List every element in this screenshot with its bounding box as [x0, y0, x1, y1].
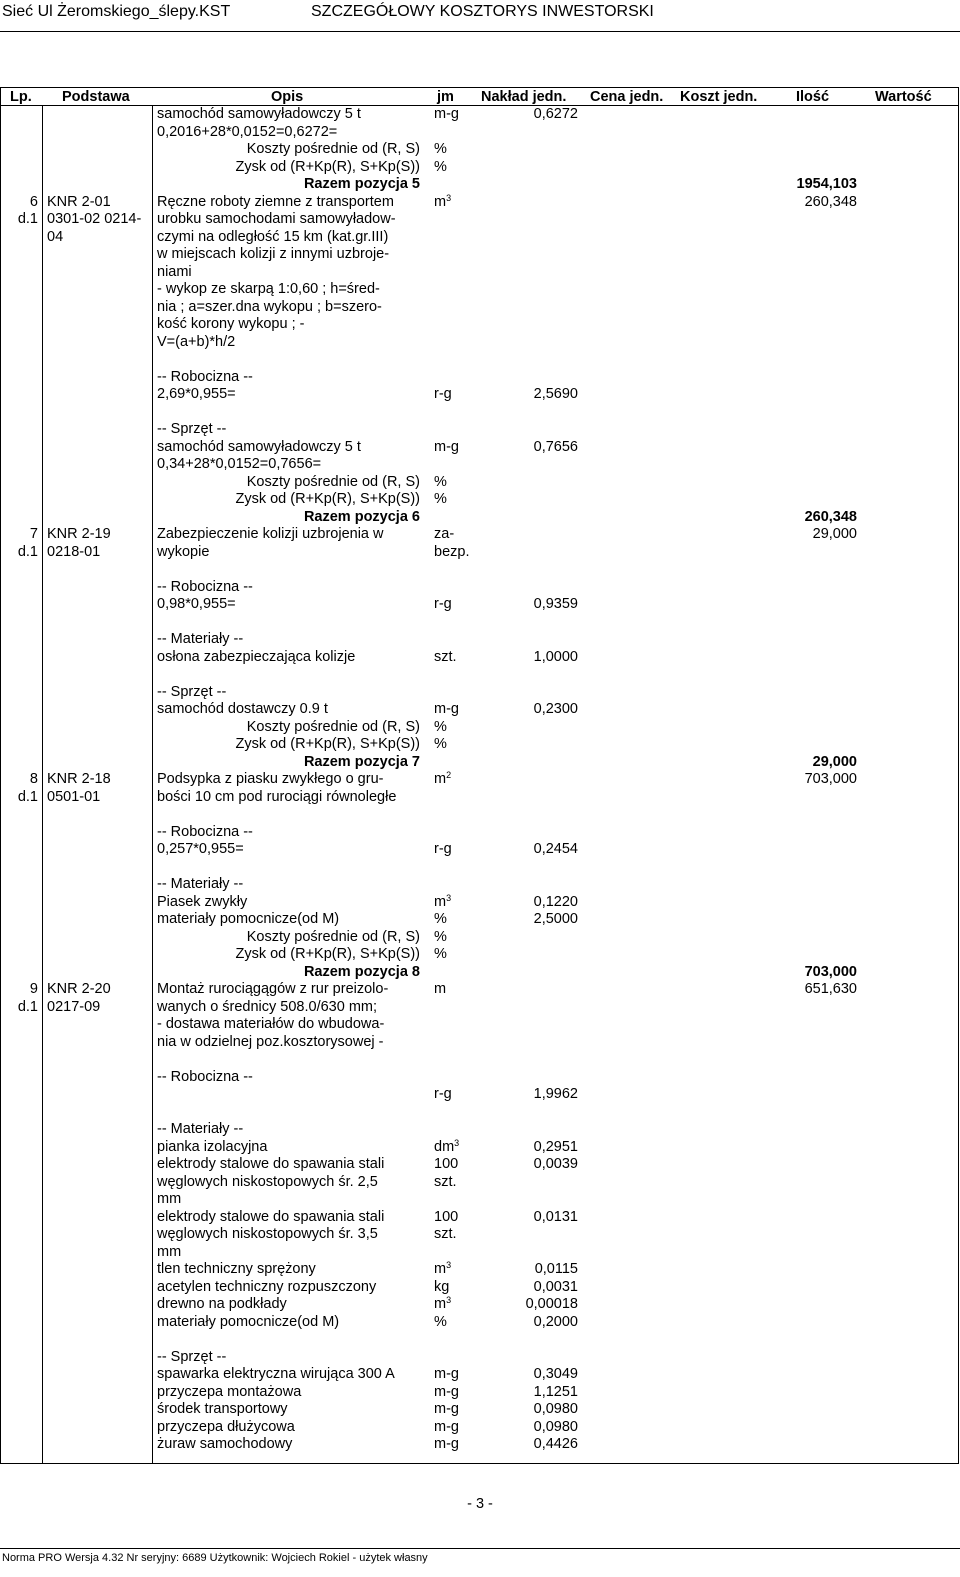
row-jm: $dm^3$	[434, 1137, 460, 1155]
row-lp: 7	[29, 526, 38, 542]
row-naklad: 0,9359	[533, 596, 578, 612]
row-opis: -- Sprzęt --	[157, 1348, 227, 1365]
row-opis: węglowych niskostopowych śr. 3,5	[157, 1226, 378, 1242]
row-opis: -- Robocizna --	[157, 368, 253, 385]
row-opis: drewno na podkłady	[157, 1296, 287, 1312]
row-jm: %	[434, 928, 447, 945]
row-jm: %	[434, 491, 447, 507]
row-opis: -- Robocizna --	[157, 1068, 253, 1085]
row-opis: 0,257*0,955=	[157, 841, 244, 857]
row-jm: 100	[434, 1156, 459, 1172]
row-opis: przyczepa dłużycowa	[157, 1418, 295, 1435]
row-jm: %	[434, 718, 447, 735]
row-opis-summary: Koszty pośrednie od (R, S)	[246, 473, 420, 490]
row-opis: -- Materiały --	[157, 1121, 244, 1137]
row-jm: m-g	[434, 1418, 459, 1435]
row-opis: elektrody stalowe do spawania stali	[157, 1156, 385, 1172]
row-naklad: 2,5000	[533, 911, 578, 927]
row-jm: %	[434, 473, 447, 490]
row-naklad: 1,9962	[533, 1086, 578, 1102]
row-lp: 6	[29, 193, 38, 210]
row-opis: Piasek zwykły	[157, 893, 248, 910]
row-ilosc: 703,000	[804, 771, 857, 787]
row-podstawa: 0218-01	[47, 543, 101, 560]
row-opis: samochód samowyładowczy 5 t	[157, 106, 361, 122]
row-naklad: 2,5690	[533, 386, 578, 402]
row-naklad: 0,2951	[533, 1138, 578, 1155]
row-opis-summary: Zysk od (R+Kp(R), S+Kp(S))	[235, 158, 420, 175]
col-header-wartosc: Wartość	[875, 89, 932, 105]
row-opis: 0,34+28*0,0152=0,7656=	[157, 456, 322, 472]
row-opis: mm	[157, 1191, 182, 1207]
row-podstawa: KNR 2-18	[47, 771, 111, 787]
row-podstawa: KNR 2-01	[47, 193, 111, 210]
row-naklad: 1,0000	[533, 648, 578, 665]
row-opis: 0,98*0,955=	[157, 596, 236, 612]
row-podstawa: KNR 2-20	[47, 981, 111, 997]
row-opis: Montaż rurociągągów z rur preizolo-	[157, 981, 389, 997]
document-title: SZCZEGÓŁOWY KOSZTORYS INWESTORSKI	[311, 3, 654, 20]
row-lp: d.1	[17, 788, 38, 805]
row-jm: $m^2$	[434, 770, 452, 787]
row-jm: $m^3$	[434, 1295, 452, 1312]
unit-exponent: 3	[446, 1295, 452, 1305]
row-podstawa: 0217-09	[47, 998, 101, 1015]
unit-exponent: 3	[454, 1137, 460, 1148]
software-footer: Norma PRO Wersja 4.32 Nr seryjny: 6689 Użytkownik: Wojciech Rokiel - użytek własny	[2, 1552, 428, 1564]
row-opis: -- Materiały --	[157, 876, 244, 892]
row-naklad: 0,6272	[533, 106, 578, 122]
row-opis: mm	[157, 1243, 182, 1260]
row-lp: d.1	[17, 998, 38, 1015]
row-podstawa: 0501-01	[47, 788, 101, 805]
row-opis: - wykop ze skarpą 1:0,60 ; h=śred-	[157, 281, 380, 297]
row-opis: czymi na odległość 15 km (kat.gr.III)	[157, 228, 389, 245]
document-filename: Sieć Ul Żeromskiego_ślepy.KST	[2, 3, 231, 20]
row-opis: materiały pomocnicze(od M)	[157, 911, 340, 927]
column-divider	[152, 105, 153, 1463]
row-opis-summary: Zysk od (R+Kp(R), S+Kp(S))	[235, 736, 420, 752]
row-jm: bezp.	[434, 543, 470, 560]
row-jm: szt.	[434, 1173, 457, 1190]
row-opis-summary: Koszty pośrednie od (R, S)	[246, 928, 420, 945]
row-jm: szt.	[434, 1226, 457, 1242]
row-naklad: 0,2454	[533, 841, 578, 857]
row-opis: -- Sprzęt --	[157, 683, 227, 700]
row-podstawa: KNR 2-19	[47, 526, 111, 542]
col-header-ilosc: Ilość	[796, 89, 830, 105]
row-ilosc: 29,000	[812, 526, 857, 542]
row-jm: %	[434, 1313, 447, 1330]
row-opis: pianka izolacyjna	[157, 1138, 268, 1155]
row-jm: r-g	[434, 1086, 452, 1102]
row-naklad: 0,1220	[533, 893, 578, 910]
row-opis: samochód dostawczy 0.9 t	[157, 701, 328, 717]
row-opis: węglowych niskostopowych śr. 2,5	[157, 1173, 378, 1190]
row-opis: osłona zabezpieczająca kolizje	[157, 648, 356, 665]
header-divider	[0, 31, 960, 32]
row-podstawa: 0301-02 0214-	[47, 211, 142, 227]
row-opis: 2,69*0,955=	[157, 386, 236, 402]
row-jm: m-g	[434, 438, 459, 455]
row-jm: r-g	[434, 596, 452, 612]
row-opis-summary: Koszty pośrednie od (R, S)	[246, 141, 420, 157]
row-opis: 0,2016+28*0,0152=0,6272=	[157, 123, 338, 140]
row-naklad: 1,1251	[533, 1383, 578, 1400]
row-opis: samochód samowyładowczy 5 t	[157, 438, 361, 455]
row-opis: -- Sprzęt --	[157, 421, 227, 437]
row-naklad: 0,3049	[533, 1366, 578, 1382]
col-header-koszt: Koszt jedn.	[680, 89, 758, 105]
row-jm: m-g	[434, 1436, 459, 1452]
unit-exponent: 2	[446, 770, 452, 780]
row-opis: - dostawa materiałów do wbudowa-	[157, 1016, 385, 1032]
row-podstawa: 04	[47, 228, 64, 245]
row-naklad: 0,00018	[525, 1296, 578, 1312]
row-opis-summary: Koszty pośrednie od (R, S)	[246, 718, 420, 735]
row-ilosc: 651,630	[804, 981, 857, 997]
unit-exponent: 3	[446, 892, 452, 903]
row-naklad: 0,2000	[533, 1313, 578, 1330]
row-naklad: 0,4426	[533, 1436, 578, 1452]
row-jm: 100	[434, 1208, 459, 1225]
row-opis: tlen techniczny sprężony	[157, 1261, 316, 1277]
row-opis: środek transportowy	[157, 1401, 288, 1417]
row-jm: m-g	[434, 1383, 459, 1400]
col-header-cena: Cena jedn.	[590, 89, 664, 105]
row-opis: -- Robocizna --	[157, 578, 253, 595]
row-jm: %	[434, 911, 447, 927]
row-lp: d.1	[17, 211, 38, 227]
row-opis: spawarka elektryczna wirująca 300 A	[157, 1366, 395, 1382]
row-opis: urobku samochodami samowyładow-	[157, 211, 396, 227]
row-lp: 8	[29, 771, 38, 787]
row-jm: kg	[434, 1278, 450, 1295]
col-header-podstawa: Podstawa	[62, 89, 130, 105]
row-jm: za-	[434, 526, 455, 542]
table-header-row	[1, 88, 958, 106]
row-ilosc: 260,348	[804, 193, 857, 210]
col-header-jm: jm	[437, 89, 454, 105]
row-opis: wanych o średnicy 508.0/630 mm;	[157, 998, 378, 1015]
row-naklad: 0,0980	[533, 1401, 578, 1417]
row-jm: m	[434, 981, 447, 997]
unit-exponent: 3	[446, 1260, 452, 1270]
row-opis: Zabezpieczenie kolizji uzbrojenia w	[157, 526, 384, 542]
row-opis-summary: Razem pozycja 8	[303, 963, 420, 980]
row-opis: przyczepa montażowa	[157, 1383, 302, 1400]
row-opis: Ręczne roboty ziemne z transportem	[157, 193, 394, 210]
row-naklad: 0,0039	[533, 1156, 578, 1172]
row-jm: %	[434, 158, 447, 175]
row-opis: V=(a+b)*h/2	[157, 333, 236, 350]
row-jm: r-g	[434, 841, 452, 857]
row-opis: żuraw samochodowy	[157, 1436, 293, 1452]
row-opis-summary: Razem pozycja 6	[303, 508, 420, 525]
footer-divider	[0, 1548, 960, 1549]
row-opis: materiały pomocnicze(od M)	[157, 1313, 340, 1330]
row-jm: m-g	[434, 1366, 459, 1382]
row-opis-summary: Zysk od (R+Kp(R), S+Kp(S))	[235, 491, 420, 507]
row-jm: %	[434, 141, 447, 157]
row-opis-summary: Razem pozycja 5	[303, 176, 420, 192]
row-opis: -- Robocizna --	[157, 823, 253, 840]
row-naklad: 0,2300	[533, 701, 578, 717]
row-ilosc: 1954,103	[796, 176, 857, 192]
row-naklad: 0,0980	[533, 1418, 578, 1435]
row-jm: m-g	[434, 701, 459, 717]
row-opis: nia ; a=szer.dna wykopu ; b=szero-	[157, 298, 382, 315]
row-jm: m-g	[434, 106, 459, 122]
row-opis: wykopie	[157, 543, 210, 560]
column-divider	[42, 105, 43, 1463]
row-jm: %	[434, 946, 447, 962]
row-lp: d.1	[17, 543, 38, 560]
row-jm: r-g	[434, 386, 452, 402]
row-jm: $m^3$	[434, 1260, 452, 1277]
unit-exponent: 3	[446, 192, 452, 203]
col-header-opis: Opis	[271, 89, 304, 105]
col-header-lp: Lp.	[10, 89, 32, 105]
col-header-naklad: Nakład jedn.	[481, 89, 567, 105]
row-opis: nia w odzielnej poz.kosztorysowej -	[157, 1033, 384, 1050]
row-jm: $m^3$	[434, 192, 452, 210]
row-opis: -- Materiały --	[157, 631, 244, 647]
row-jm: m-g	[434, 1401, 459, 1417]
row-opis: bości 10 cm pod rurociągi równoległe	[157, 788, 397, 805]
row-opis: w miejscach kolizji z innymi uzbroje-	[157, 246, 390, 262]
row-naklad: 0,0031	[533, 1278, 578, 1295]
row-naklad: 0,0131	[533, 1208, 578, 1225]
page-number: - 3 -	[467, 1496, 493, 1512]
row-opis: elektrody stalowe do spawania stali	[157, 1208, 385, 1225]
row-jm: %	[434, 736, 447, 752]
row-ilosc: 29,000	[812, 753, 857, 770]
row-opis: niami	[157, 263, 192, 280]
row-naklad: 0,0115	[534, 1261, 578, 1277]
row-opis: Podsypka z piasku zwykłego o gru-	[157, 771, 384, 787]
row-jm: $m^3$	[434, 892, 452, 910]
row-ilosc: 260,348	[804, 508, 857, 525]
row-lp: 9	[29, 981, 38, 997]
row-naklad: 0,7656	[533, 438, 578, 455]
row-opis: acetylen techniczny rozpuszczony	[157, 1278, 377, 1295]
row-ilosc: 703,000	[804, 963, 857, 980]
row-opis: kość korony wykopu ; -	[157, 316, 305, 332]
row-jm: szt.	[434, 648, 457, 665]
row-opis-summary: Razem pozycja 7	[303, 753, 420, 770]
row-opis-summary: Zysk od (R+Kp(R), S+Kp(S))	[235, 946, 420, 962]
